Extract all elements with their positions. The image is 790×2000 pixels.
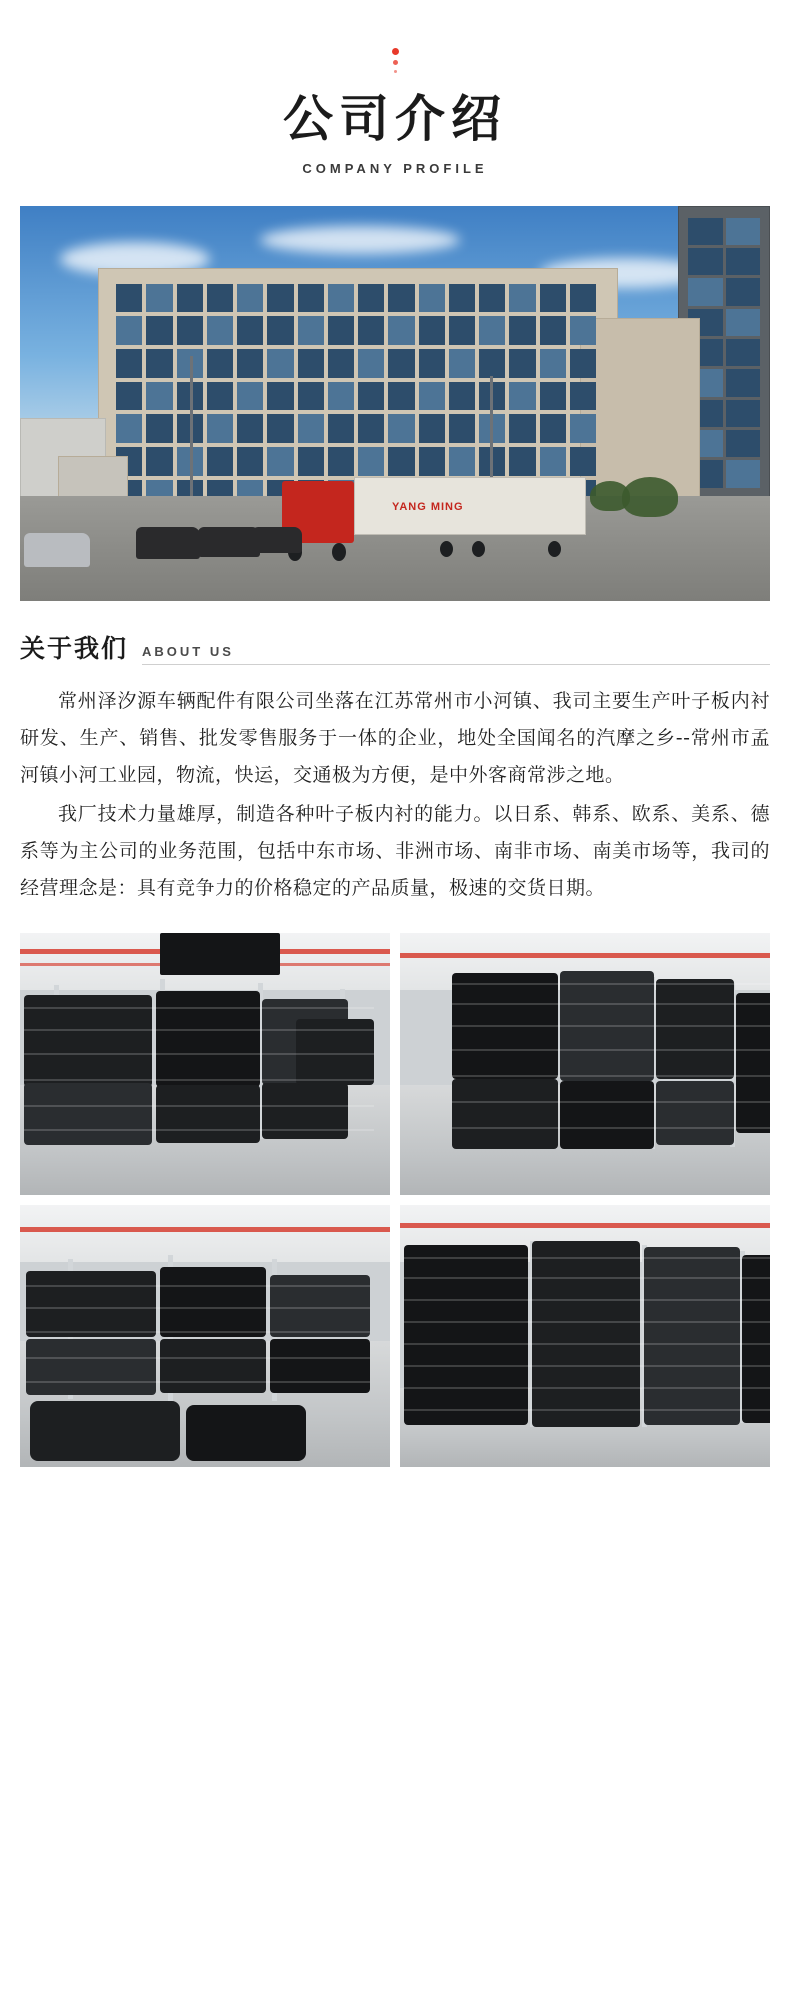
about-heading xyxy=(20,629,770,669)
parked-car xyxy=(198,527,260,557)
page-subtitle: COMPANY PROFILE xyxy=(302,160,488,176)
shipping-container xyxy=(354,477,586,535)
about-title-en: ABOUT US xyxy=(142,645,770,665)
three-dots-icon xyxy=(388,48,402,73)
about-paragraph-1: 常州泽汐源车辆配件有限公司坐落在江苏常州市小河镇、我司主要生产叶子板内衬研发、生产、销售、批发零售服务于一体的企业，地处全国闻名的汽摩之乡--常州市孟河镇小河工业园，物流，快运，交通极为方便，是中外客商常涉之地。 xyxy=(20,689,770,786)
warehouse-photo-1 xyxy=(20,933,390,1195)
warehouse-photo-2 xyxy=(400,933,770,1195)
about-paragraph-2: 我厂技术力量雄厚，制造各种叶子板内衬的能力。以日系、韩系、欧系、美系、德系等为主公司的业务范围，包括中东市场、非洲市场、南非市场、南美市场等，我司的经营理念是：具有竞争力的价格稳定的产品质量，极速的交货日期。 xyxy=(20,802,770,899)
factory-building-photo xyxy=(20,206,770,601)
parked-car xyxy=(136,527,200,559)
about-title-cn: 关于我们 xyxy=(20,633,129,663)
warehouse-gallery xyxy=(20,933,770,1507)
parked-car xyxy=(252,527,302,553)
warehouse-photo-3 xyxy=(20,1205,390,1467)
parked-car xyxy=(24,533,90,567)
warehouse-photo-4 xyxy=(400,1205,770,1467)
page-title: 公司介绍 xyxy=(283,90,507,148)
container-label: YANG MING xyxy=(392,500,464,513)
page-header xyxy=(20,0,770,176)
